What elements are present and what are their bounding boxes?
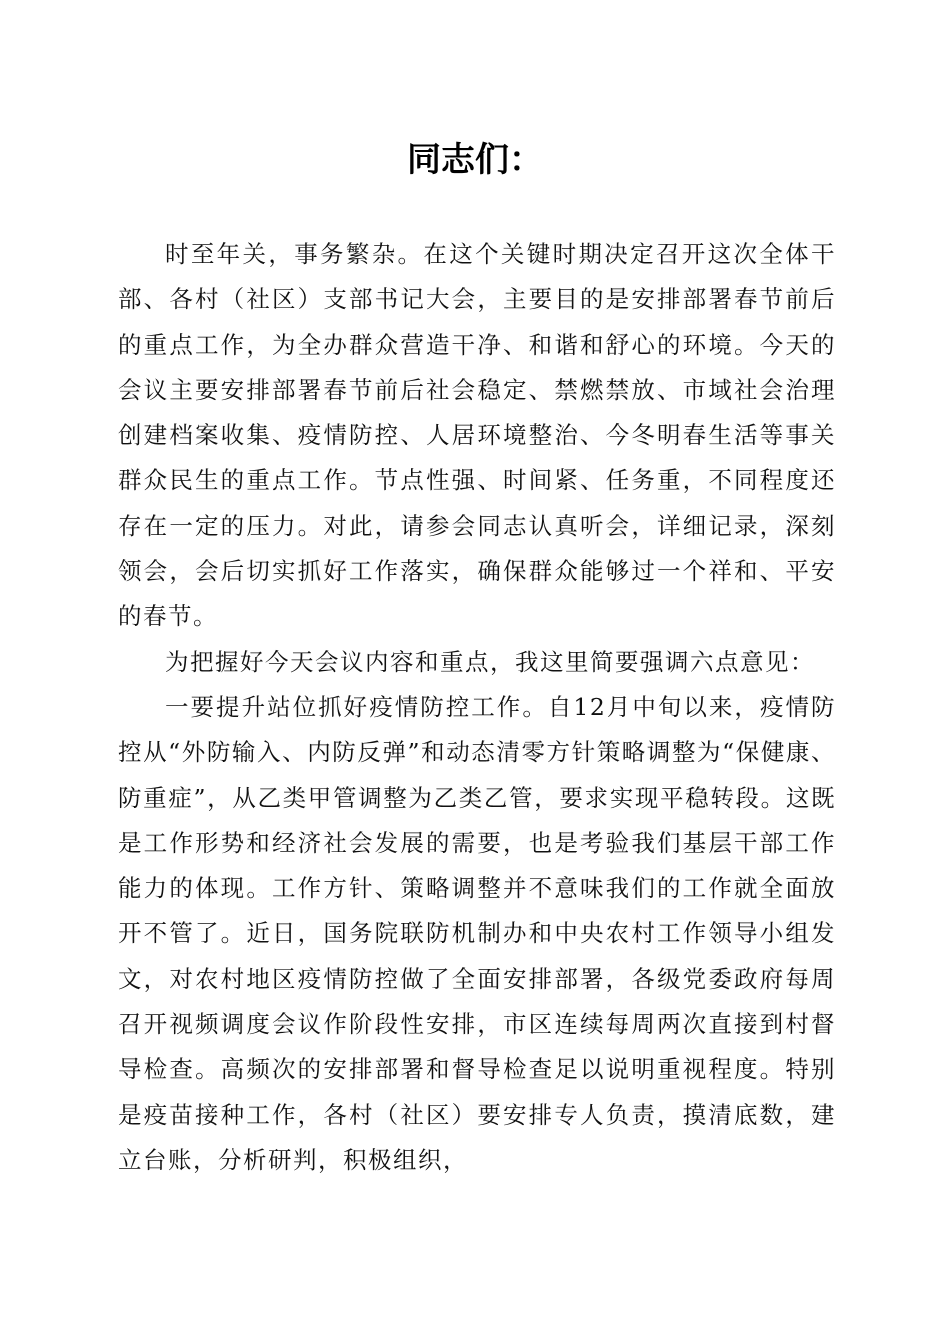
- paragraph-transition: 为把握好今天会议内容和重点，我这里简要强调六点意见：: [165, 647, 815, 676]
- document-title: 同志们：: [407, 140, 543, 180]
- paragraph-intro: 时至年关，事务繁杂。在这个关键时期决定召开这次全体干部、各村（社区）支部书记大会，主要目的是安排部署春节前后的重点工作，为全办群众营造干净、和谐和舒心的环境。今天的会议主要安排部署春节前后社会稳定、禁燃禁放、市域社会治理创建档案收集、疫情防控、人居环境整治、今冬明春生活等事关群众民生的重点工作。节点性强、时间紧、任务重，不同程度还存在一定的压力。对此，请参会同志认真听会，详细记录，深刻领会，会后切实抓好工作落实，确保群众能够过一个祥和、平安的春节。: [118, 240, 836, 631]
- document-body: [118, 232, 836, 1183]
- paragraph-point-one: 一要提升站位抓好疫情防控工作。自12月中旬以来，疫情防控从“外防输入、内防反弹”和动态清零方针策略调整为“保健康、防重症”，从乙类甲管调整为乙类乙管，要求实现平稳转段。这既是工作形势和经济社会发展的需要，也是考验我们基层干部工作能力的体现。工作方针、策略调整并不意味我们的工作就全面放开不管了。近日，国务院联防机制办和中央农村工作领导小组发文，对农村地区疫情防控做了全面安排部署，各级党委政府每周召开视频调度会议作阶段性安排，市区连续每周两次直接到村督导检查。高频次的安排部署和督导检查足以说明重视程度。特别是疫苗接种工作，各村（社区）要安排专人负责，摸清底数，建立台账，分析研判，积极组织，: [118, 692, 836, 1174]
